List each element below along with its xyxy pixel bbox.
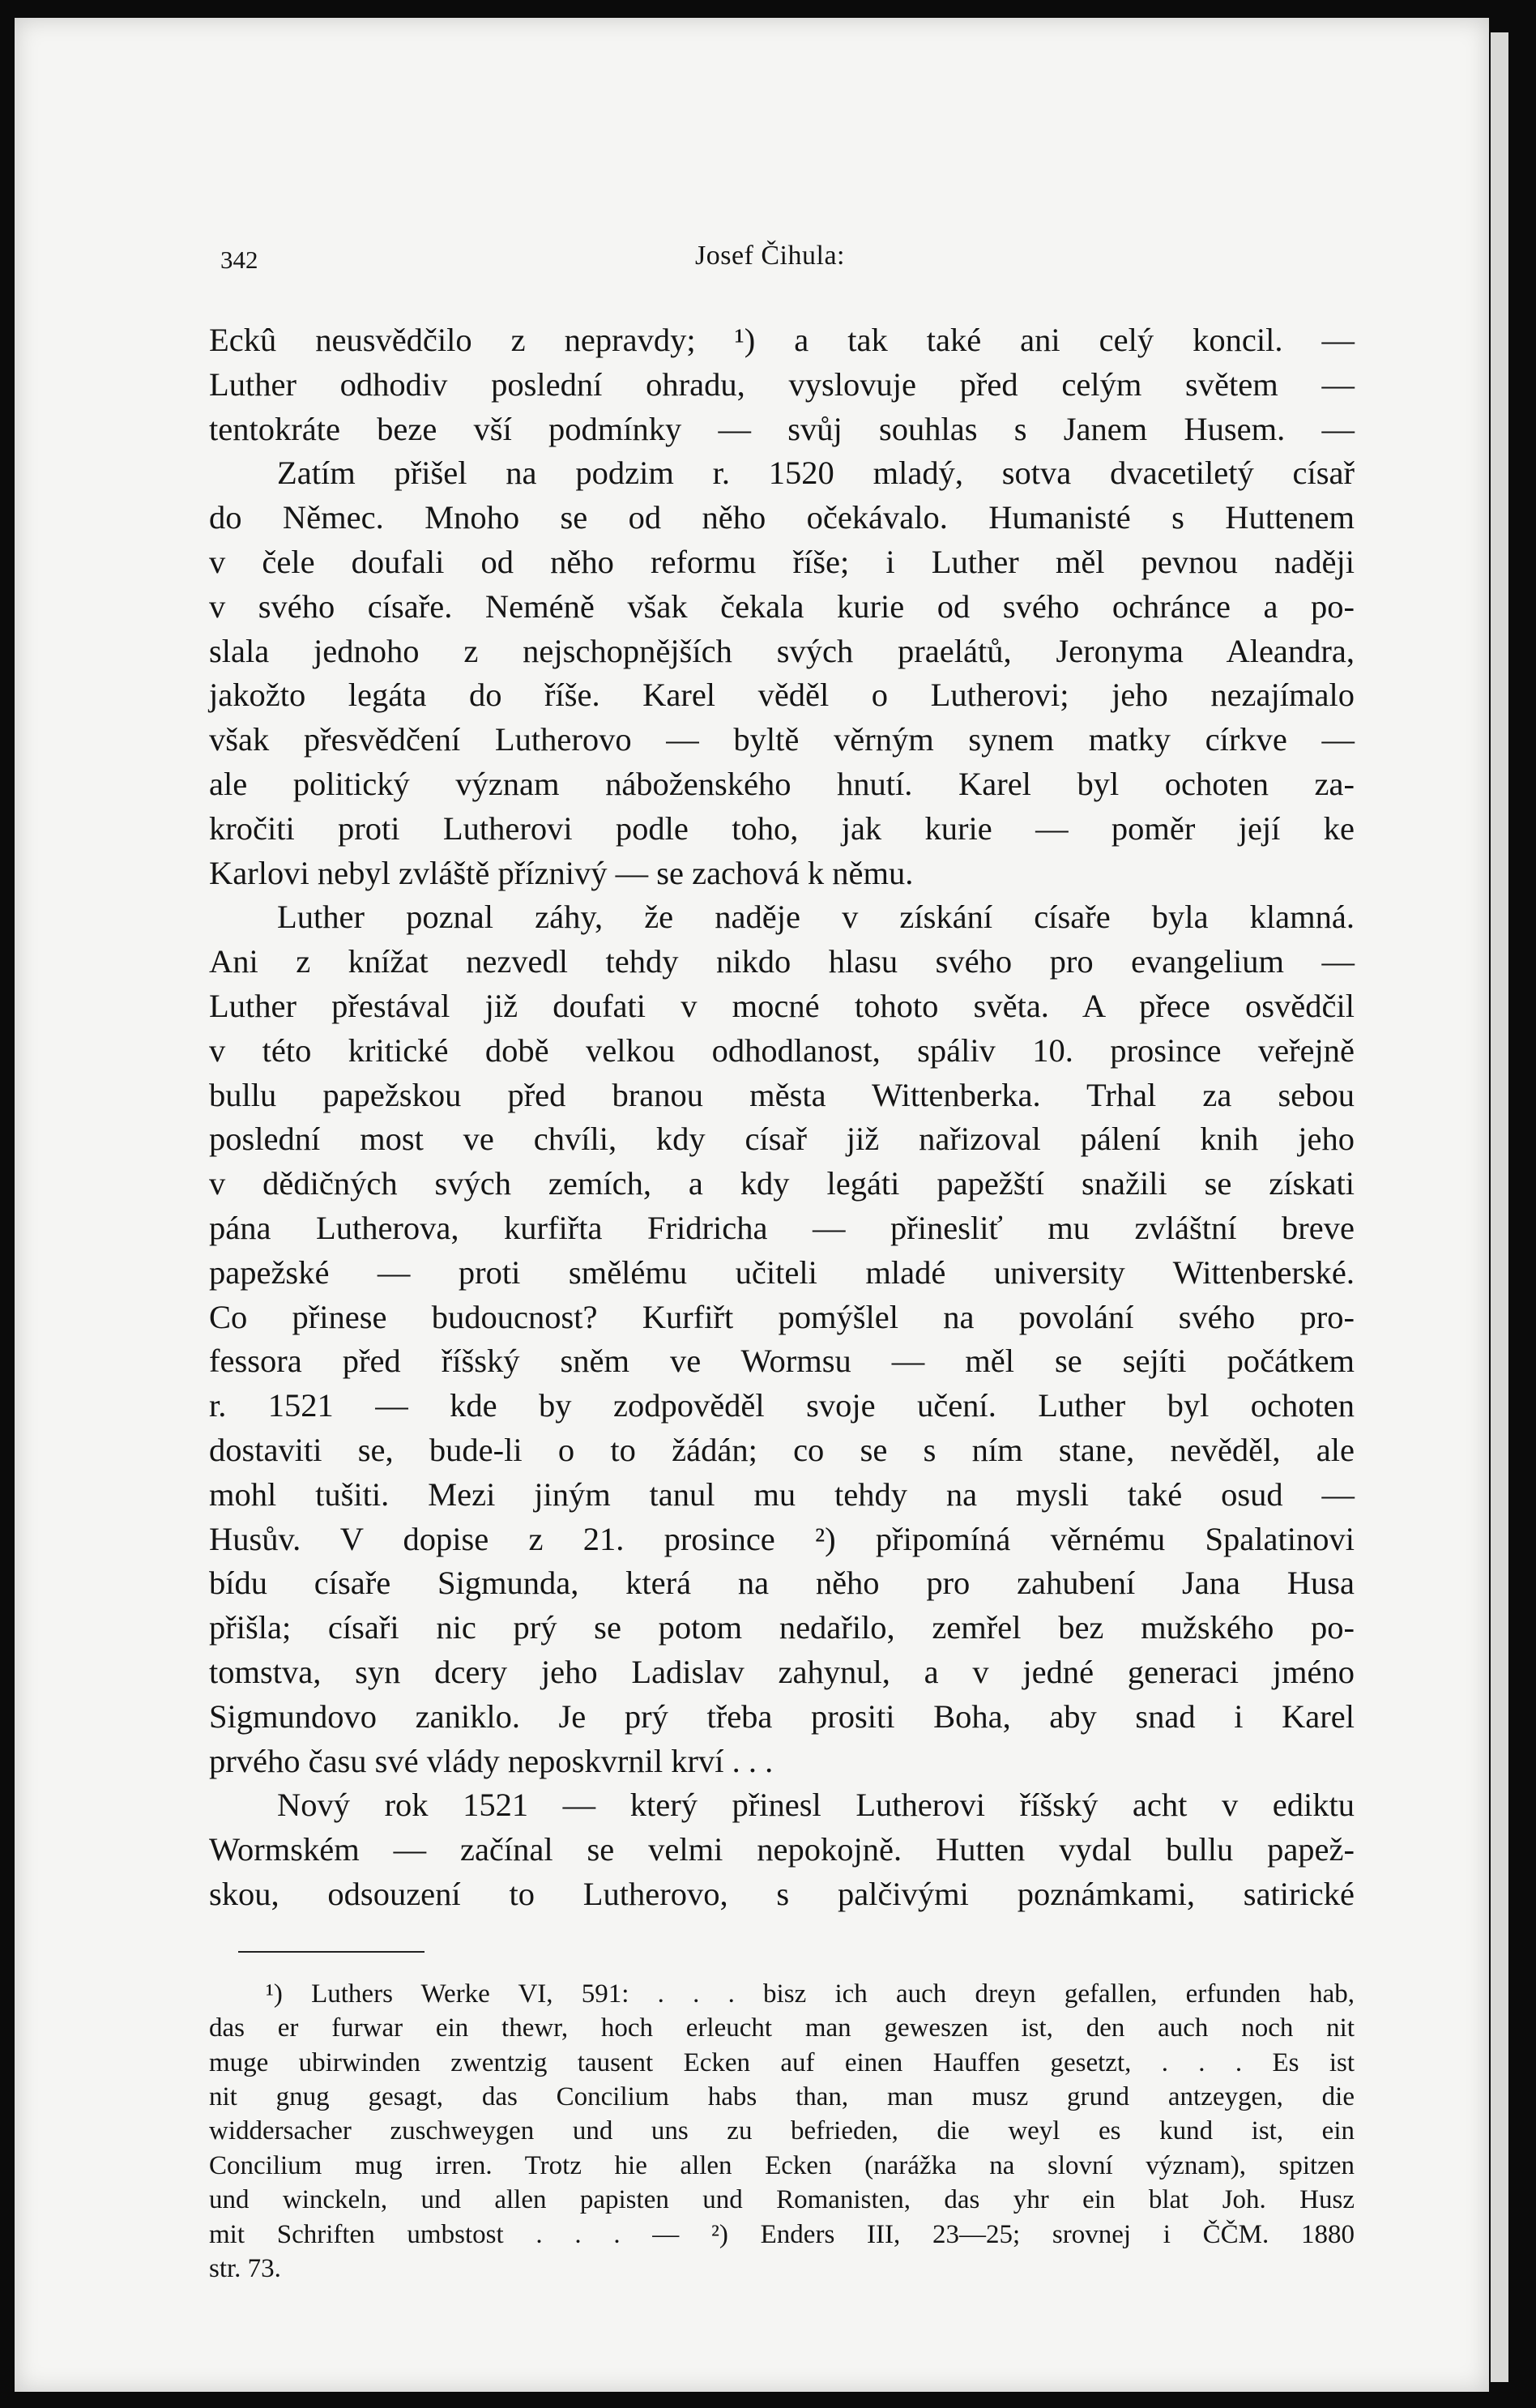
- running-title: Josef Čihula:: [695, 241, 845, 271]
- text-line: v dědičných svých zemích, a kdy legáti papežští snažili se získati: [209, 1165, 1355, 1202]
- text-line: do Němec. Mnoho se od něho očekávalo. Humanisté s Huttenem: [209, 499, 1355, 536]
- footnote-rule: [238, 1951, 425, 1953]
- text-line: Eckû neusvědčilo z nepravdy; ¹) a tak také ani celý koncil. —: [209, 322, 1355, 358]
- text-line: mohl tušiti. Mezi jiným tanul mu tehdy na mysli také osud —: [209, 1475, 1355, 1513]
- text-line: v čele doufali od něho reformu říše; i Luther měl pevnou naději: [209, 543, 1355, 580]
- footnotes: [209, 1977, 1355, 2286]
- text-line: bídu císaře Sigmunda, která na něho pro zahubení Jana Husa: [209, 1565, 1355, 1602]
- text-line: papežské — proti smělému učiteli mladé university Wittenberské.: [209, 1253, 1355, 1291]
- footnote-line: mit Schriften umbstost . . . — ²) Enders III, 23—25; srovnej i ČČM. 1880: [209, 2219, 1355, 2249]
- text-line: Zatím přišel na podzim r. 1520 mladý, sotva dvacetiletý císař: [277, 455, 1355, 492]
- page-content: [209, 229, 1355, 2286]
- paragraph: [209, 895, 1355, 1783]
- text-line: Husův. V dopise z 21. prosince ²) připomíná věrnému Spalatinovi: [209, 1520, 1355, 1557]
- footnote-line: str. 73.: [209, 2253, 281, 2283]
- footnote-line: und winckeln, und allen papisten und Romanisten, das yhr ein blat Joh. Husz: [209, 2185, 1355, 2215]
- text-line: tentokráte beze vší podmínky — svůj souhlas s Janem Husem. —: [209, 410, 1355, 447]
- paragraph: [209, 451, 1355, 895]
- text-line: poslední most ve chvíli, kdy císař již nařizoval pálení knih jeho: [209, 1121, 1355, 1158]
- text-line: tomstva, syn dcery jeho Ladislav zahynul, a v jedné generaci jméno: [209, 1653, 1355, 1690]
- footnote-line: das er furwar ein thewr, hoch erleucht man geweszen ist, den auch noch nit: [209, 2013, 1355, 2043]
- text-line: jakožto legáta do říše. Karel věděl o Lutherovi; jeho nezajímalo: [209, 677, 1355, 714]
- text-line: ale politický význam náboženského hnutí. Karel byl ochoten za-: [209, 765, 1355, 802]
- text-line: Sigmundovo zaniklo. Je prý třeba prositi Boha, aby snad i Karel: [209, 1697, 1355, 1735]
- text-line: v svého císaře. Neméně však čekala kurie od svého ochránce a po-: [209, 587, 1355, 625]
- footnote-line: ¹) Luthers Werke VI, 591: . . . bisz ich auch dreyn gefallen, erfunden hab,: [266, 1979, 1355, 2009]
- text-line: Karlovi nebyl zvláště příznivý — se zachová k němu.: [209, 854, 914, 891]
- text-line: však přesvědčení Lutherovo — byltě věrným synem matky církve —: [209, 721, 1355, 758]
- running-head: [209, 229, 1355, 278]
- body-text: [209, 318, 1355, 1917]
- paragraph: [209, 318, 1355, 451]
- text-line: Nový rok 1521 — který přinesl Lutherovi říšský acht v ediktu: [277, 1787, 1355, 1824]
- text-line: Wormském — začínal se velmi nepokojně. Hutten vydal bullu papež-: [209, 1831, 1355, 1868]
- text-line: v této kritické době velkou odhodlanost, spáliv 10. prosince veřejně: [209, 1031, 1355, 1069]
- text-line: Luther poznal záhy, že naděje v získání císaře byla klamná.: [277, 899, 1355, 936]
- page-edge: [1491, 32, 1508, 2382]
- footnote-line: widdersacher zuschweygen und uns zu befrieden, die weyl es kund ist, ein: [209, 2116, 1355, 2146]
- text-line: skou, odsouzení to Lutherovo, s palčivými poznámkami, satirické: [209, 1875, 1355, 1912]
- text-line: kročiti proti Lutherovi podle toho, jak kurie — poměr její ke: [209, 809, 1355, 847]
- text-line: bullu papežskou před branou města Wittenberka. Trhal za sebou: [209, 1076, 1355, 1113]
- text-line: dostaviti se, bude-li o to žádán; co se s ním stane, nevěděl, ale: [209, 1431, 1355, 1468]
- text-line: Luther přestával již doufati v mocné tohoto světa. A přece osvědčil: [209, 987, 1355, 1024]
- footnote-line: muge ubirwinden zwentzig tausent Ecken auf einen Hauffen gesetzt, . . . Es ist: [209, 2047, 1355, 2077]
- text-line: prvého času své vlády neposkvrnil krví . . .: [209, 1742, 774, 1779]
- text-line: slala jednoho z nejschopnějších svých praelátů, Jeronyma Aleandra,: [209, 632, 1355, 669]
- text-line: fessora před říšský sněm ve Wormsu — měl se sejíti počátkem: [209, 1343, 1355, 1380]
- footnote-line: Concilium mug irren. Trotz hie allen Ecken (narážka na slovní význam), spitzen: [209, 2150, 1355, 2180]
- text-line: přišla; císaři nic prý se potom nedařilo, zemřel bez mužského po-: [209, 1609, 1355, 1646]
- text-line: Co přinese budoucnost? Kurfiřt pomýšlel na povolání svého pro-: [209, 1298, 1355, 1335]
- text-line: r. 1521 — kde by zodpověděl svoje učení. Luther byl ochoten: [209, 1387, 1355, 1424]
- footnote-line: nit gnug gesagt, das Concilium habs than, man musz grund antzeygen, die: [209, 2081, 1355, 2111]
- text-line: Ani z knížat nezvedl tehdy nikdo hlasu svého pro evangelium —: [209, 943, 1355, 980]
- page-number: 342: [220, 245, 258, 274]
- paragraph: [209, 1783, 1355, 1916]
- text-line: pána Lutherova, kurfiřta Fridricha — přinesliť mu zvláštní breve: [209, 1209, 1355, 1246]
- text-line: Luther odhodiv poslední ohradu, vyslovuje před celým světem —: [209, 365, 1355, 403]
